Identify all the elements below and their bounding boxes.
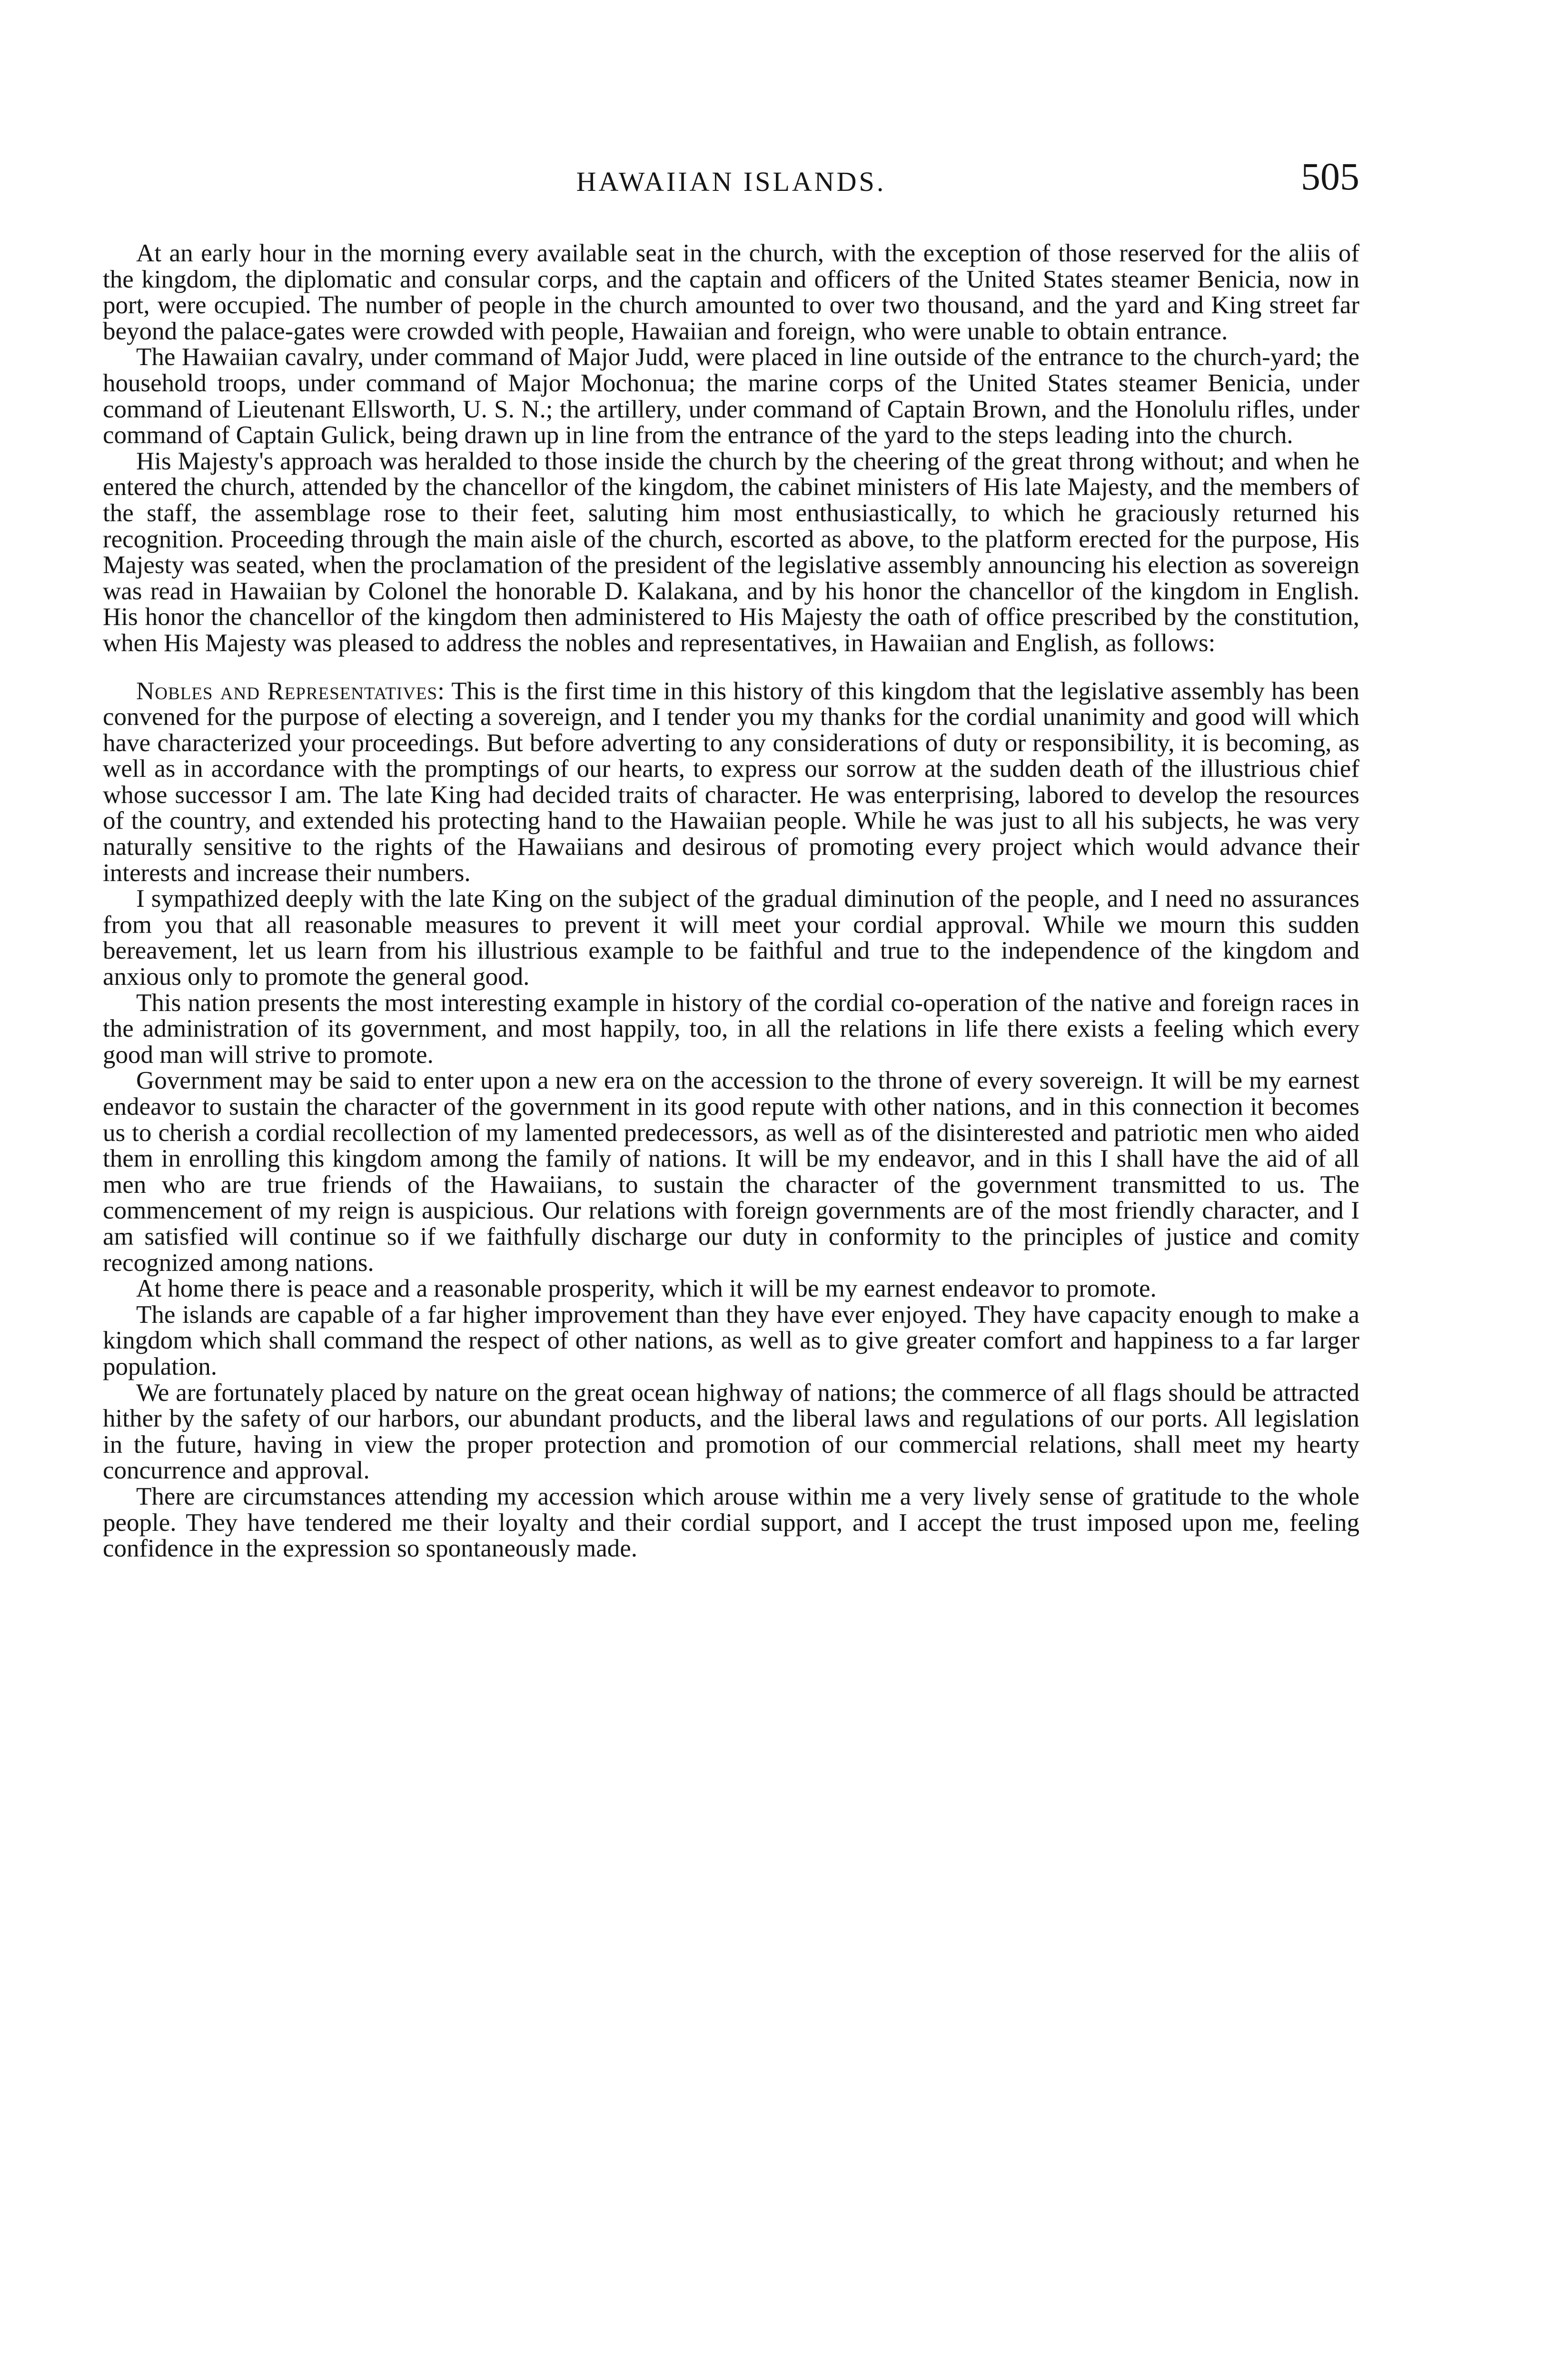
paragraph-majesty-approach: His Majesty's approach was heralded to those inside the church by the cheering of the great throng without; and when he entered the church, attended by the chancellor of the kingdom, the cabinet ministers of His late Majesty, and the members of the staff, the assemblage rose to their feet, saluting him most enthusiastically, to which he graciously returned his recognition. Proceeding through the main aisle of the church, escorted as above, to the platform erected for the purpose, His Majesty was seated, when the proclamation of the president of the legislative assembly announcing his election as sovereign was read in Hawaiian by Colonel the honorable D. Kalakana, and by his honor the chancellor of the kingdom in English. His honor the chancellor of the kingdom then administered to His Majesty the oath of office prescribed by the constitution, when His Majesty was pleased to address the nobles and representatives, in Hawaiian and English, as follows: xyxy=(103,447,1359,657)
address-paragraph: There are circumstances attending my accession which arouse within me a very lively sense of gratitude to the whole people. They have tendered me their loyalty and their cordial support, and I accept the trust imposed upon me, feeling confidence in the expression so spontaneously made. xyxy=(103,1482,1359,1563)
address-paragraph: This nation presents the most interesting example in history of the cordial co-operation of the native and foreign races in the administration of its government, and most happily, too, in all the relations in life there exists a feeling which every good man will strive to promote. xyxy=(103,989,1359,1069)
running-title: HAWAIIAN ISLANDS. xyxy=(576,166,886,197)
address-paragraph: The islands are capable of a far higher improvement than they have ever enjoyed. They have capacity enough to make a kingdom which shall command the respect of other nations, as well as to give greater comfort and happiness to a far larger population. xyxy=(103,1300,1359,1380)
address-paragraph: We are fortunately placed by nature on the great ocean highway of nations; the commerce of all flags should be attracted hither by the safety of our harbors, our abundant products, and the liberal laws and regulations of our ports. All legislation in the future, having in view the proper protection and promotion of our commercial relations, shall meet my hearty concurrence and approval. xyxy=(103,1378,1359,1485)
paragraph-service-opening: At an early hour in the morning every available seat in the church, with the exception of those reserved for the aliis of the kingdom, the diplomatic and consular corps, and the captain and officers of the United States steamer Benicia, now in port, were occupied. The number of people in the church amounted to over two thousand, and the yard and King street far beyond the palace-gates were crowded with people, Hawaiian and foreign, who were unable to obtain entrance. xyxy=(103,239,1359,345)
page-number: 505 xyxy=(1301,155,1359,198)
body-text xyxy=(103,240,1359,1562)
address-paragraph: I sympathized deeply with the late King on the subject of the gradual diminution of the people, and I need no assurances from you that all reasonable measures to prevent it will meet your cordial approval. While we mourn this sudden bereavement, let us learn from his illustrious example to be faithful and true to the independence of the kingdom and anxious only to promote the general good. xyxy=(103,885,1359,991)
address-opening-text: This is the first time in this history of this kingdom that the legislative assembly has been convened for the purpose of electing a sovereign, and I tender you my thanks for the cordial unanimity and good will which have characterized your proceedings. But before adverting to any considerations of duty or responsibility, it is becoming, as well as in accordance with the promptings of our hearts, to express our sorrow at the sudden death of the illustrious chief whose successor I am. The late King had decided traits of character. He was enterprising, labored to develop the resources of the country, and extended his protecting hand to the Hawaiian people. While he was just to all his subjects, he was very naturally sensitive to the rights of the Hawaiians and desirous of promoting every project which would advance their interests and increase their numbers. xyxy=(103,677,1359,887)
paragraph-troops: The Hawaiian cavalry, under command of Major Judd, were placed in line outside of the entrance to the church-yard; the household troops, under command of Major Mochonua; the marine corps of the United States steamer Benicia, under command of Lieutenant Ellsworth, U. S. N.; the artillery, under command of Captain Brown, and the Honolulu rifles, under command of Captain Gulick, being drawn up in line from the entrance of the yard to the steps leading into the church. xyxy=(103,343,1359,449)
address-paragraph: At home there is peace and a reasonable prosperity, which it will be my earnest endeavor to promote. xyxy=(136,1275,1157,1303)
address-opening-paragraph xyxy=(103,678,1359,886)
address-paragraph: Government may be said to enter upon a new era on the accession to the throne of every sovereign. It will be my earnest endeavor to sustain the character of the government in its good repute with other nations, and in this connection it becomes us to cherish a cordial recollection of my lamented predecessors, as well as of the disinterested and patriotic men who aided them in enrolling this kingdom among the family of nations. It will be my endeavor, and in this I shall have the aid of all men who are true friends of the Hawaiians, to sustain the character of the government transmitted to us. The commencement of my reign is auspicious. Our relations with foreign governments are of the most friendly character, and I am satisfied will continue so if we faithfully discharge our duty in conformity to the principles of justice and comity recognized among nations. xyxy=(103,1067,1359,1277)
running-head xyxy=(103,151,1359,204)
address-salutation: Nobles and Representatives: xyxy=(136,677,445,705)
